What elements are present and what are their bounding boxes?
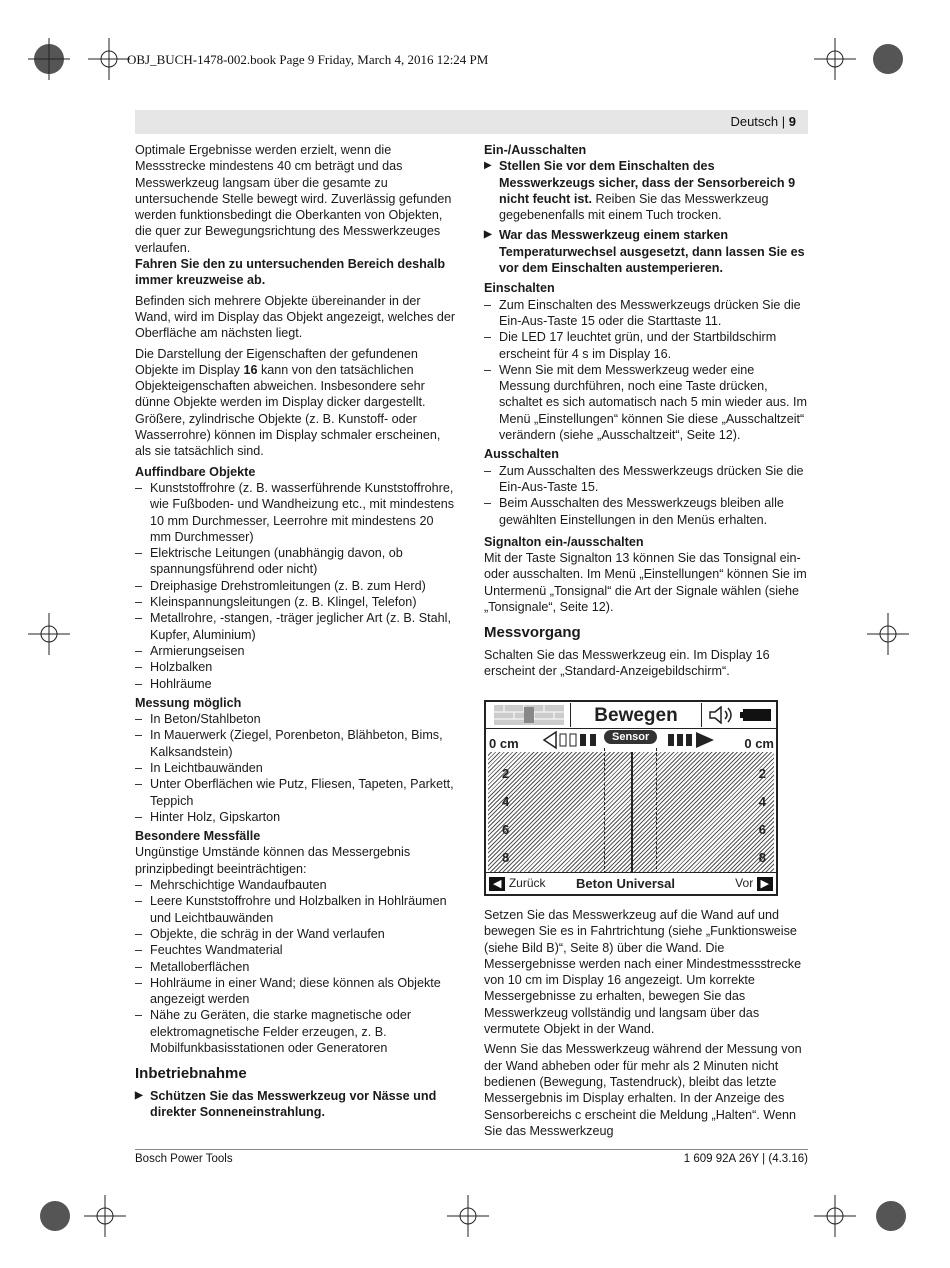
- list-item: – Mehrschichtige Wandaufbauten: [135, 877, 457, 893]
- list-item: – In Leichtbauwänden: [135, 760, 457, 776]
- list-item: – Hohlräume in einer Wand; diese können als Objekte angezeigt werden: [135, 975, 457, 1008]
- p3-num: 16: [243, 362, 258, 377]
- list-item: – Elektrische Leitungen (unabhängig davon, ob spannungsführend oder nicht): [135, 545, 457, 578]
- list-einschalten: [484, 297, 808, 444]
- sensor-center-line: [631, 752, 633, 874]
- paragraph-messvorgang-2: Wenn Sie das Messwerkzeug während der Messung von der Wand abheben oder für mehr als 2 Minuten nicht bedienen (Bewegung, Tastendruck), bleibt das letzte Messergebnis im Display erhalten. In der Anzeige des Sensorbereichs c erscheint die Meldung „Halten“. Wenn Sie das Messwerkzeug: [484, 1042, 802, 1138]
- speaker-icon: [708, 706, 736, 724]
- list-item: – Nähe zu Geräten, die starke magnetische oder elektromagnetische Felder erzeugen, z. B. Mobilfunkbasisstationen oder Generatoren: [135, 1007, 457, 1056]
- list-ausschalten: [484, 463, 808, 528]
- list-item: – Metallrohre, -stangen, -träger jeglicher Art (z. B. Stahl, Kupfer, Aluminium): [135, 610, 457, 643]
- list-item: – Wenn Sie mit dem Messwerkzeug weder eine Messung durchführen, noch eine Taste drücken, schaltet es sich automatisch nach 5 min wieder aus. Im Menü „Einstellungen“ können Sie diese „Ausschaltzeit“ verändern (siehe „Ausschaltzeit“, Seite 12).: [484, 362, 808, 443]
- sensor-line-right: [656, 748, 657, 874]
- list-item: – In Beton/Stahlbeton: [135, 711, 457, 727]
- tick-right-6: 6: [758, 822, 766, 837]
- right-column-lower: [484, 907, 808, 1143]
- battery-icon: [740, 709, 772, 721]
- arrow-left-icon: [542, 730, 598, 750]
- paragraph-messvorgang-1: Setzen Sie das Messwerkzeug auf die Wand auf und bewegen Sie es in Fahrtrichtung (siehe „Funktionsweise (siehe Bild B)“, Seite 8) über die Wand. Die Messergebnisse werden nach einer Mindestmessstrecke von 10 cm im Display 16 angezeigt. Um korrekte Messergebnisse zu erhalten, bewegen Sie das Messwerkzeug vollständig und langsam über das vermutete Objekt in der Wand.: [484, 908, 802, 1037]
- tick-right-4: 4: [758, 794, 766, 809]
- footer-rule: [135, 1149, 808, 1150]
- p3-b: kann von den tatsächlichen Objekteigenschaften abweichen. Insbesondere sehr dünne Objekte werden im Display dicker dargestellt. Größere, zylindrische Objekte (z. B. Kunstoff- oder Wasserrohre) können im Display schmaler erscheinen, als sie tatsächlich sind.: [135, 362, 441, 459]
- list-item: – Hohlräume: [135, 676, 457, 692]
- forward-arrow-icon: ▶: [757, 877, 773, 891]
- list-item: – Dreiphasige Drehstromleitungen (z. B. zum Herd): [135, 578, 457, 594]
- registration-mark-bottom-center: [447, 1195, 489, 1237]
- registration-mark-mid-left: [28, 613, 70, 655]
- besondere-intro: Ungünstige Umstände können das Messergebnis prinzipbedingt beeinträchtigen:: [135, 845, 411, 876]
- list-item: – Die LED 17 leuchtet grün, und der Startbildschirm erscheint für 4 s im Display 16.: [484, 329, 808, 362]
- sensor-line-left: [604, 748, 605, 874]
- warning1-bold: Stellen Sie vor dem Einschalten des Messwerkzeugs sicher, dass der Sensorbereich 9 nicht feucht ist.: [499, 159, 796, 206]
- scale-left: 0 cm: [489, 736, 519, 751]
- footer-publisher: Bosch Power Tools: [135, 1153, 233, 1165]
- list-item: – Kunststoffrohre (z. B. wasserführende Kunststoffrohre, wie Fußboden- und Wandheizung etc., mit mindestens 10 mm Durchmesser, Leerrohre mit mindestens 20 mm Durchmesser): [135, 480, 457, 545]
- heading-signalton: Signalton ein-/ausschalten: [484, 534, 644, 549]
- paragraph-intro: [135, 142, 457, 289]
- footer-code: 1 609 92A 26Y | (4.3.16): [683, 1153, 808, 1165]
- list-item: – Leere Kunststoffrohre und Holzbalken in Hohlräumen und Leichtbauwänden: [135, 893, 457, 926]
- list-item: – Hinter Holz, Gipskarton: [135, 809, 457, 825]
- warning-sensor-dry: [484, 158, 808, 223]
- list-item: – Kleinspannungsleitungen (z. B. Klingel, Telefon): [135, 594, 457, 610]
- page-header: [135, 110, 808, 134]
- list-item: – Objekte, die schräg in der Wand verlaufen: [135, 926, 457, 942]
- display-title: Bewegen: [570, 703, 702, 727]
- paragraph-objects-stacked: Befinden sich mehrere Objekte übereinander in der Wand, wird im Display das Objekt angezeigt, welches der Oberfläche am nächsten liegt.: [135, 293, 456, 341]
- heading-besondere: Besondere Messfälle: [135, 829, 261, 844]
- right-column: [484, 142, 808, 683]
- tick-left-4: 4: [502, 794, 510, 809]
- registration-mark-bottom-right2: [870, 1195, 912, 1237]
- paragraph-signalton: Mit der Taste Signalton 13 können Sie das Tonsignal ein- oder ausschalten. Im Menü „Einstellungen“ können Sie im Untermenü „Tonsignal“ die Art der Signale wählen (siehe „Tonsignale“, Seite 12).: [484, 551, 807, 615]
- scale-right: 0 cm: [744, 736, 774, 751]
- tick-left-8: 8: [502, 850, 510, 865]
- heading-messung: Messung möglich: [135, 695, 242, 710]
- list-item: – Holzbalken: [135, 659, 457, 675]
- header-text: Deutsch | 9: [730, 114, 796, 129]
- warning-temperature: ▶ War das Messwerkzeug einem starken Temperaturwechsel ausgesetzt, dann lassen Sie es vor dem Einschalten austemperieren.: [484, 227, 808, 276]
- heading-ausschalten: Ausschalten: [484, 447, 559, 462]
- header-language: Deutsch: [730, 114, 779, 129]
- device-display-illustration: [484, 700, 778, 896]
- back-label: Zurück: [508, 876, 546, 890]
- heading-einaus: Ein-/Ausschalten: [484, 143, 587, 157]
- back-softkey: [489, 876, 546, 891]
- tick-left-6: 6: [502, 822, 510, 837]
- heading-inbetriebnahme: Inbetriebnahme: [135, 1065, 247, 1083]
- paragraph-messvorgang-intro: Schalten Sie das Messwerkzeug ein. Im Display 16 erscheint der „Standard-Anzeigebildschirm“.: [484, 647, 770, 678]
- wall-icon: [494, 705, 564, 725]
- sensor-label: Sensor: [604, 730, 657, 744]
- paragraph-display-properties: [135, 346, 457, 460]
- tick-right-8: 8: [758, 850, 766, 865]
- warning-inbetriebnahme: ▶ Schützen Sie das Messwerkzeug vor Nässe und direkter Sonneneinstrahlung.: [135, 1088, 457, 1121]
- print-slug: OBJ_BUCH-1478-002.book Page 9 Friday, March 4, 2016 12:24 PM: [127, 52, 489, 67]
- registration-mark-bottom-right: [814, 1195, 856, 1237]
- list-besondere: [135, 877, 457, 1056]
- warning1-rest: Reiben Sie das Messwerkzeug gegebenenfalls mit einem Tuch trocken.: [499, 191, 769, 223]
- display-top-row: [486, 702, 776, 729]
- heading-auffindbar: Auffindbare Objekte: [135, 464, 256, 479]
- registration-mark-top-right1: [814, 38, 856, 80]
- intro-text: Optimale Ergebnisse werden erzielt, wenn die Messstrecke mindestens 40 cm beträgt und das Messwerkzeug langsam über die gesamte zu untersuchende Stelle bewegt wird. Zuverlässig gefunden werden funktionsbedingt die Oberkanten von Objekten, die quer zur Bewegungsrichtung des Messwerkzeuges verlaufen.: [135, 143, 452, 255]
- registration-mark-mid-right: [867, 613, 909, 655]
- arrow-right-icon: [668, 730, 716, 750]
- back-arrow-icon: ◀: [489, 877, 505, 891]
- forward-softkey: [735, 876, 773, 891]
- p3-a: Die Darstellung der Eigenschaften der gefundenen Objekte im Display: [135, 346, 418, 377]
- list-item: – Unter Oberflächen wie Putz, Fliesen, Tapeten, Parkett, Teppich: [135, 776, 457, 809]
- forward-label: Vor: [735, 876, 754, 890]
- list-auffindbar: [135, 480, 457, 692]
- page-number: 9: [788, 114, 796, 129]
- mode-label: Beton Universal: [576, 876, 675, 891]
- list-item: – Beim Ausschalten des Messwerkzeugs bleiben alle gewählten Einstellungen in den Menüs erhalten.: [484, 495, 808, 528]
- list-item: – Metalloberflächen: [135, 959, 457, 975]
- list-messung: [135, 711, 457, 825]
- list-item: – Feuchtes Wandmaterial: [135, 942, 457, 958]
- tick-right-2: 2: [758, 766, 766, 781]
- display-bottom-row: [486, 872, 776, 894]
- registration-mark-top-right2: [867, 38, 909, 80]
- list-item: – In Mauerwerk (Ziegel, Porenbeton, Blähbeton, Bims, Kalksandstein): [135, 727, 457, 760]
- tick-left-2: 2: [502, 766, 510, 781]
- registration-mark-top-left: [28, 38, 70, 80]
- heading-messvorgang: Messvorgang: [484, 624, 581, 642]
- list-item: – Zum Einschalten des Messwerkzeugs drücken Sie die Ein-Aus-Taste 15 oder die Starttaste 11.: [484, 297, 808, 330]
- list-item: – Zum Ausschalten des Messwerkzeugs drücken Sie die Ein-Aus-Taste 15.: [484, 463, 808, 496]
- registration-mark-bottom-left2: [84, 1195, 126, 1237]
- registration-mark-top-center: [88, 38, 130, 80]
- registration-mark-bottom-left: [34, 1195, 76, 1237]
- intro-bold: Fahren Sie den zu untersuchenden Bereich deshalb immer kreuzweise ab.: [135, 257, 446, 288]
- list-item: – Armierungseisen: [135, 643, 457, 659]
- heading-einschalten: Einschalten: [484, 281, 555, 296]
- left-column: [135, 142, 457, 1124]
